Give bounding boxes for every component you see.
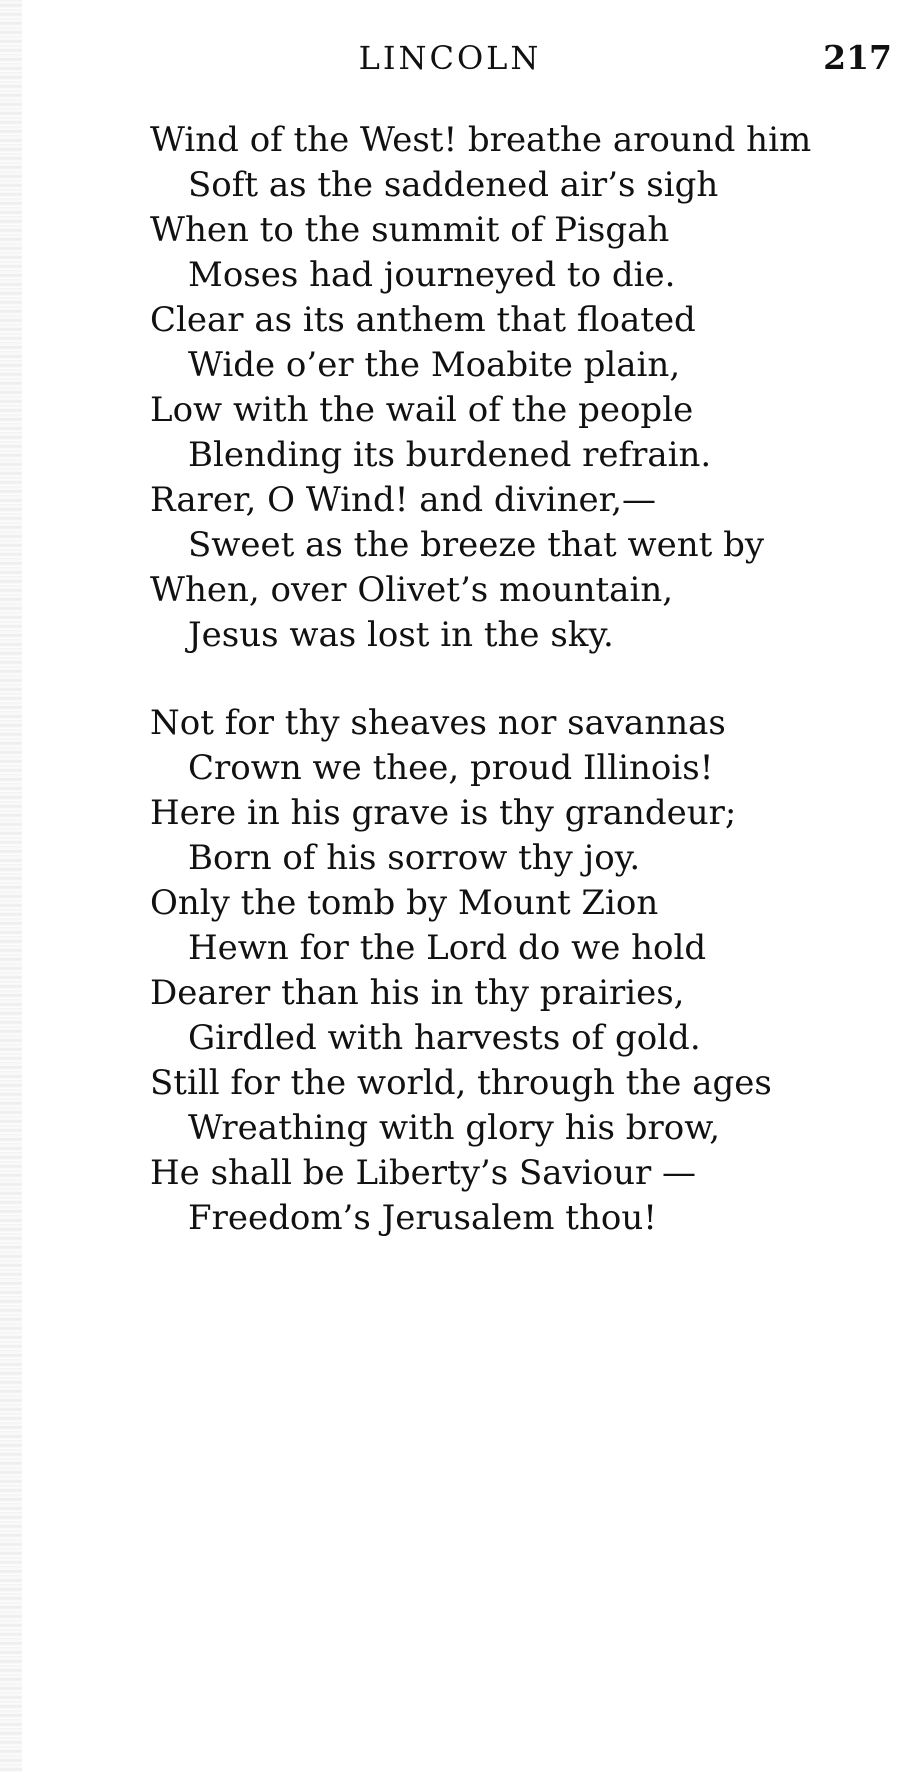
poem-line: Here in his grave is thy grandeur; xyxy=(150,793,737,833)
poem-body xyxy=(150,118,880,1241)
poem-line: Low with the wail of the people xyxy=(150,390,694,430)
poem-line: Only the tomb by Mount Zion xyxy=(150,883,659,923)
poem-line: When to the summit of Pisgah xyxy=(150,210,670,250)
poem-line: Still for the world, through the ages xyxy=(150,1063,772,1103)
poem-line: When, over Olivet’s mountain, xyxy=(150,570,674,610)
stanza-1 xyxy=(150,118,880,658)
poem-line: Born of his sorrow thy joy. xyxy=(188,838,641,878)
poem-line: Not for thy sheaves nor savannas xyxy=(150,703,726,743)
poem-line: He shall be Liberty’s Saviour — xyxy=(150,1153,697,1193)
page-gutter-edge xyxy=(0,0,22,1772)
poem-line: Wide o’er the Moabite plain, xyxy=(188,345,681,385)
poem-line: Girdled with harvests of gold. xyxy=(188,1018,701,1058)
poem-line: Clear as its anthem that floated xyxy=(150,300,696,340)
poem-line: Soft as the saddened air’s sigh xyxy=(188,165,719,205)
poem-line: Moses had journeyed to die. xyxy=(188,255,676,295)
poem-line: Rarer, O Wind! and diviner,— xyxy=(150,480,656,520)
page-number: 217 xyxy=(823,38,892,77)
running-title: LINCOLN xyxy=(358,39,542,77)
running-head xyxy=(0,34,900,84)
poem-line: Jesus was lost in the sky. xyxy=(188,615,614,655)
poem-line: Hewn for the Lord do we hold xyxy=(188,928,707,968)
poem-line: Wind of the West! breathe around him xyxy=(150,120,812,160)
poem-line: Wreathing with glory his brow, xyxy=(188,1108,721,1148)
poem-line: Sweet as the breeze that went by xyxy=(188,525,765,565)
poem-line: Blending its burdened refrain. xyxy=(188,435,712,475)
poem-line: Freedom’s Jerusalem thou! xyxy=(188,1198,657,1238)
stanza-2 xyxy=(150,701,880,1241)
poem-line: Crown we thee, proud Illinois! xyxy=(188,748,714,788)
poem-line: Dearer than his in thy prairies, xyxy=(150,973,685,1013)
